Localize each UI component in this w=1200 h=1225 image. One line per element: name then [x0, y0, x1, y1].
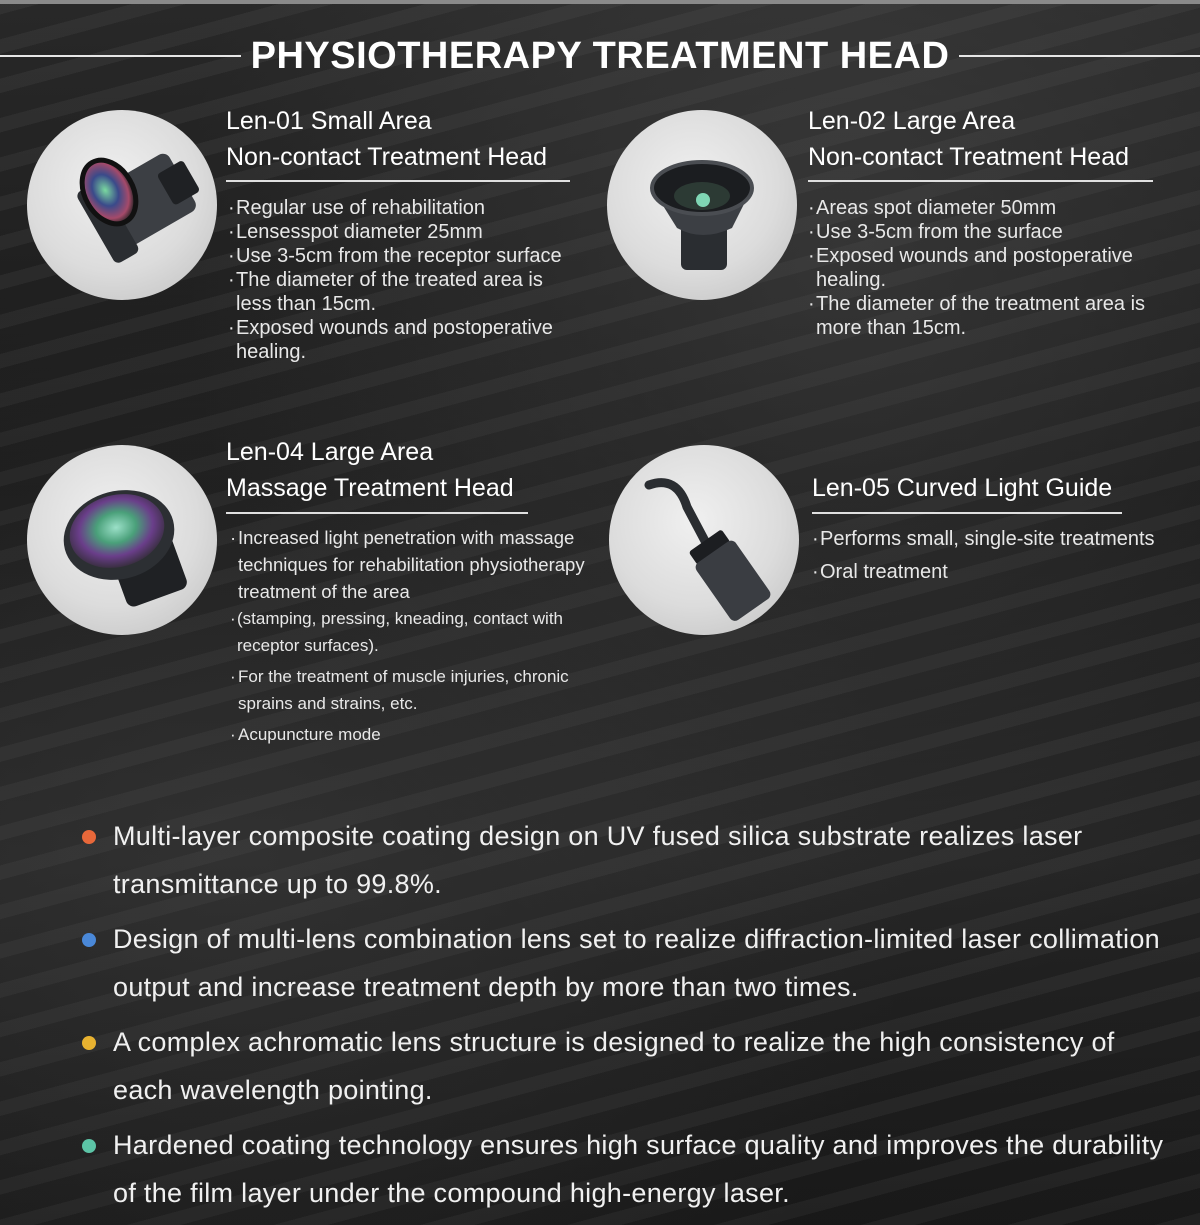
product-title: Len-05 Curved Light Guide [812, 474, 1113, 502]
product-title-rule [808, 180, 1153, 182]
bullet-item: · Performs small, single-site treatments [812, 523, 1182, 556]
bullet-item: · Regular use of rehabilitation [228, 196, 578, 220]
large-area-lens-icon [607, 110, 797, 300]
bullet-item: · Lensesspot diameter 25mm [228, 220, 578, 244]
bullet-continuation: · (stamping, pressing, kneading, contact with receptor surfaces). [230, 605, 595, 659]
bullet-dot-icon [82, 933, 96, 947]
bullet-item: · Use 3-5cm from the receptor surface [228, 244, 578, 268]
bullet-item: · Oral treatment [812, 556, 1182, 589]
bullet-item: · The diameter of the treated area is less than 15cm. [228, 268, 578, 316]
massage-lens-icon [27, 445, 217, 635]
bullet-item: · Areas spot diameter 50mm [808, 196, 1158, 220]
product-image-len-05 [609, 445, 799, 635]
feature-item [80, 1121, 1170, 1217]
bullet-item: · Exposed wounds and postoperative healing. [808, 244, 1158, 292]
product-title-line2: Non-contact Treatment Head [226, 143, 547, 171]
feature-text: A complex achromatic lens structure is designed to realize the high consistency of each wavelength pointing. [113, 1027, 1115, 1105]
product-bullets [230, 524, 595, 748]
product-title-line1: Len-01 Small Area [226, 107, 432, 135]
bullet-dot-icon [82, 1139, 96, 1153]
bullet-item: · Acupuncture mode [230, 721, 595, 748]
title-rule-left [0, 55, 241, 57]
feature-item [80, 1018, 1170, 1114]
header [0, 34, 1200, 78]
product-title-line2: Non-contact Treatment Head [808, 143, 1129, 171]
product-title-rule [812, 512, 1122, 514]
page-title: PHYSIOTHERAPY TREATMENT HEAD [250, 34, 950, 77]
feature-item [80, 915, 1170, 1011]
product-image-len-01 [27, 110, 217, 300]
feature-text: Design of multi-lens combination lens set to realize diffraction-limited laser collimation output and increase treatment depth by more than two times. [113, 924, 1160, 1002]
title-rule-right [959, 55, 1200, 57]
product-title-line1: Len-02 Large Area [808, 107, 1016, 135]
product-title-rule [226, 180, 570, 182]
product-title-line2: Massage Treatment Head [226, 474, 514, 502]
bullet-dot-icon [82, 830, 96, 844]
bullet-dot-icon [82, 1036, 96, 1050]
curved-light-guide-icon [609, 445, 799, 635]
top-border [0, 0, 1200, 4]
product-title-line1: Len-04 Large Area [226, 438, 434, 466]
bullet-item: · Increased light penetration with massage techniques for rehabilitation physiotherapy treatment of the area [230, 524, 595, 605]
product-title-rule [226, 512, 528, 514]
bullet-item: · Exposed wounds and postoperative healing. [228, 316, 578, 364]
bullet-item: · For the treatment of muscle injuries, chronic sprains and strains, etc. [230, 663, 595, 717]
product-bullets [808, 196, 1158, 340]
product-bullets [228, 196, 578, 364]
bullet-item: · The diameter of the treatment area is more than 15cm. [808, 292, 1158, 340]
feature-text: Hardened coating technology ensures high surface quality and improves the durability of the film layer under the compound high-energy laser. [113, 1130, 1164, 1208]
bullet-item: · Use 3-5cm from the surface [808, 220, 1158, 244]
feature-text: Multi-layer composite coating design on UV fused silica substrate realizes laser transmittance up to 99.8%. [113, 821, 1083, 899]
product-image-len-04 [27, 445, 217, 635]
feature-list [80, 812, 1170, 1224]
product-bullets [812, 523, 1182, 589]
feature-item [80, 812, 1170, 908]
small-area-lens-icon [27, 110, 217, 300]
product-image-len-02 [607, 110, 797, 300]
